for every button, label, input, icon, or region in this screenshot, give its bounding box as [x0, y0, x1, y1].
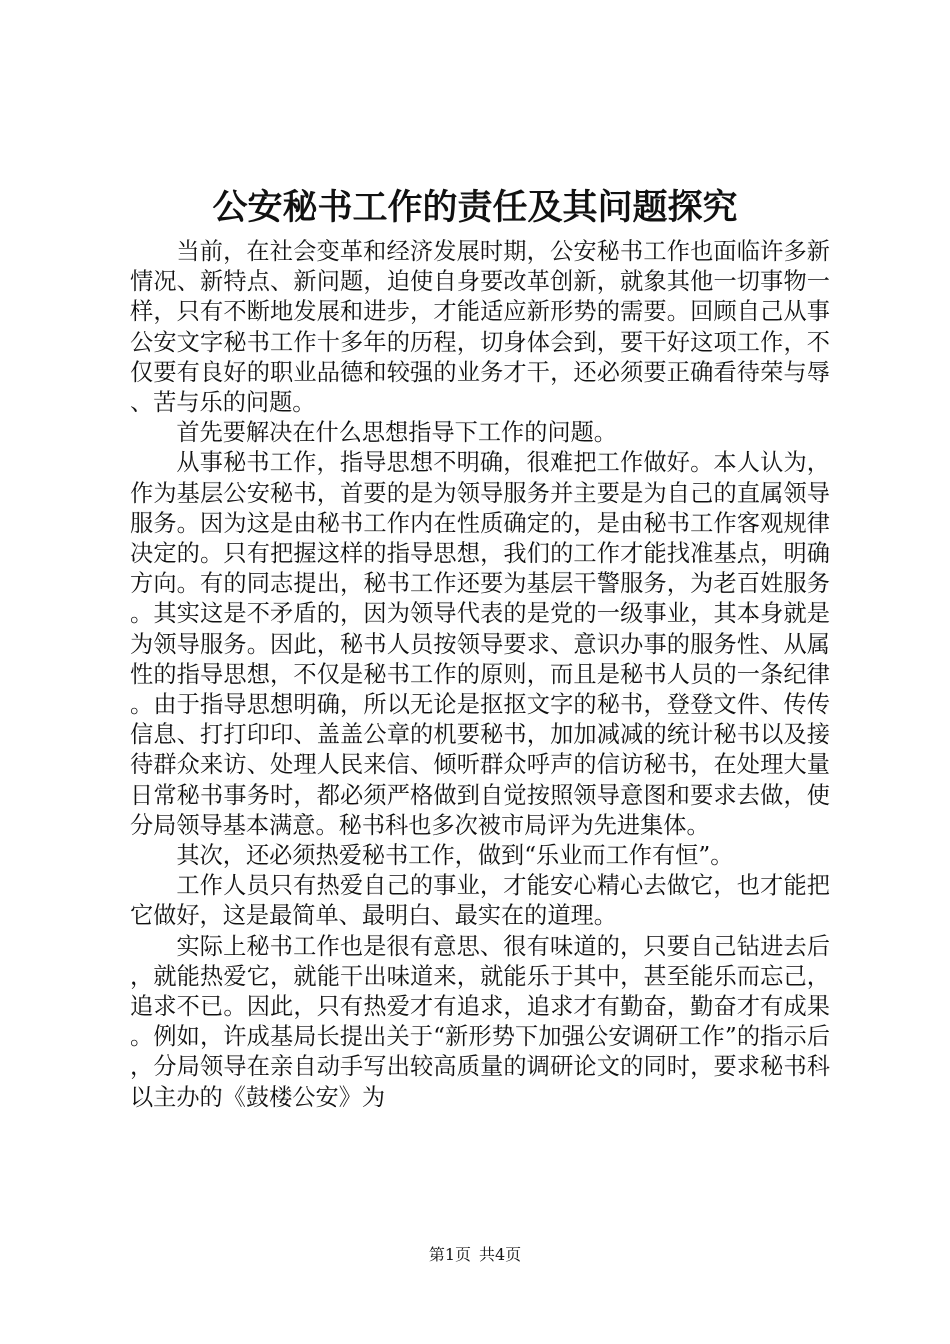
paragraph: 实际上秘书工作也是很有意思、很有味道的，只要自己钻进去后，就能热爱它，就能干出味道来，就能乐于其中，甚至能乐而忘己，追求不已。因此，只有热爱才有追求，追求才有勤奋，勤奋才有成果。例如，许成基局长提出关于“新形势下加强公安调研工作”的指示后，分局领导在亲自动手写出较高质量的调研论文的同时，要求秘书科以主办的《鼓楼公安》为	[130, 932, 830, 1111]
paragraph: 首先要解决在什么思想指导下工作的问题。	[176, 419, 617, 447]
page-footer	[0, 1244, 950, 1266]
paragraph: 从事秘书工作，指导思想不明确，很难把工作做好。本人认为，作为基层公安秘书，首要的是为领导服务并主要是为自己的直属领导服务。因为这是由秘书工作内在性质确定的，是由秘书工作客观规律决定的。只有把握这样的指导思想，我们的工作才能找准基点，明确方向。有的同志提出，秘书工作还要为基层干警服务，为老百姓服务。其实这是不矛盾的，因为领导代表的是党的一级事业，其本身就是为领导服务。因此，秘书人员按领导要求、意识办事的服务性、从属性的指导思想，不仅是秘书工作的原则，而且是秘书人员的一条纪律。由于指导思想明确，所以无论是抠抠文字的秘书，登登文件、传传信息、打打印印、盖盖公章的机要秘书，加加减减的统计秘书以及接待群众来访、处理人民来信、倾听群众呼声的信访秘书，在处理大量日常秘书事务时，都必须严格做到自觉按照领导意图和要求去做，使分局领导基本满意。秘书科也多次被市局评为先进集体。	[130, 449, 830, 839]
page-total: 共4页	[479, 1245, 522, 1264]
page-number: 第1页	[428, 1245, 471, 1264]
paragraph: 工作人员只有热爱自己的事业，才能安心精心去做它，也才能把它做好，这是最简单、最明白、最实在的道理。	[130, 872, 830, 930]
document-body	[130, 237, 830, 1113]
document-title: 公安秘书工作的责任及其问题探究	[212, 187, 738, 228]
paragraph: 其次，还必须热爱秘书工作，做到“乐业而工作有恒”。	[176, 842, 734, 870]
paragraph: 当前，在社会变革和经济发展时期，公安秘书工作也面临许多新情况、新特点、新问题，迫使自身要改革创新，就象其他一切事物一样，只有不断地发展和进步，才能适应新形势的需要。回顾自己从事公安文字秘书工作十多年的历程，切身体会到，要干好这项工作，不仅要有良好的职业品德和较强的业务才干，还必须要正确看待荣与辱、苦与乐的问题。	[130, 238, 830, 417]
